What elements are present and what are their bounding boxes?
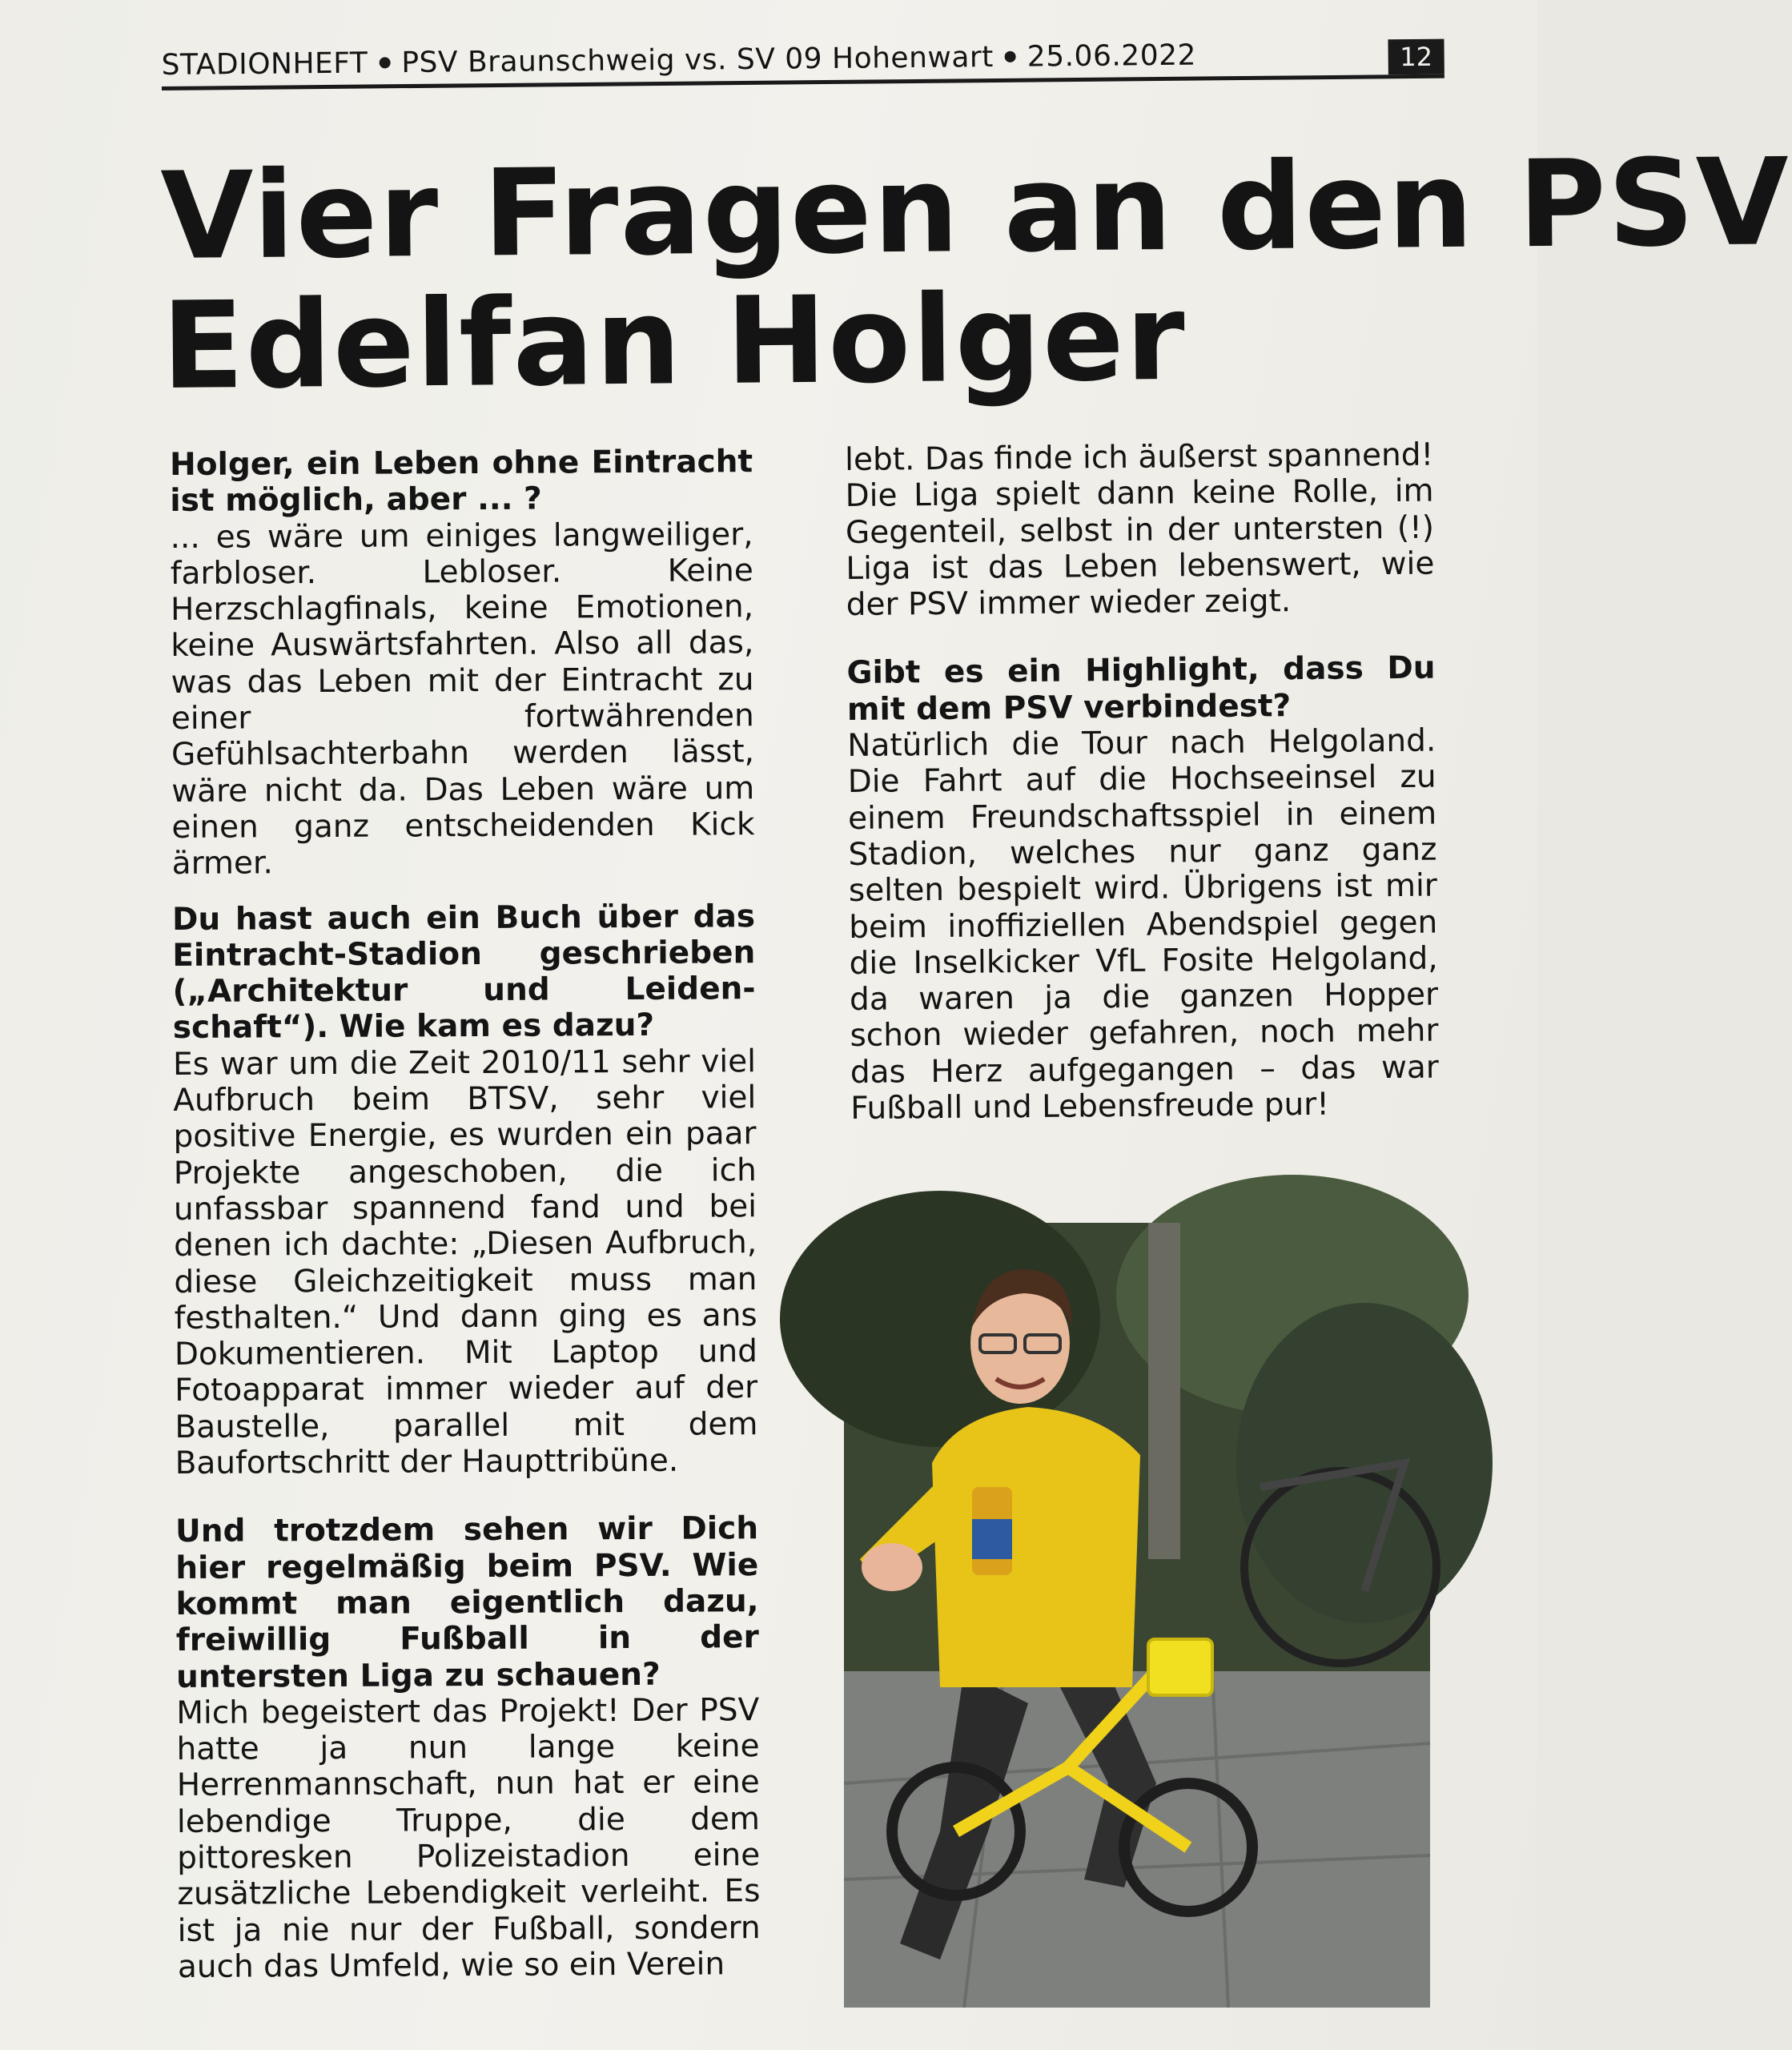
article-headline bbox=[159, 133, 1791, 416]
header-line bbox=[162, 39, 1197, 82]
right-column bbox=[845, 437, 1439, 1128]
page-number: 12 bbox=[1388, 39, 1444, 75]
question-4: Gibt es ein Highlight, dass Du mit dem PSV verbindest? bbox=[846, 650, 1436, 728]
answer-2: Es war um die Zeit 2010/11 sehr viel Aufbruch beim BTSV, sehr viel positive Energie, es wurden ein paar Projekte angeschoben, die ich unfassbar spannend fand und bei denen ich dachte: „Diesen Aufbruch, diese Gleichzeitigkeit muss man festhalten.“ Und dann ging es ans Dokumentieren. Mit Laptop und Fotoapparat immer wieder auf der Baustelle, parallel mit dem Baufortschritt der Haupttribüne. bbox=[172, 1043, 758, 1481]
page-header bbox=[161, 25, 1444, 90]
headline-line-2: Edelfan Holger bbox=[161, 267, 1187, 416]
question-2: Du hast auch ein Buch über das Eintracht-Stadion geschrieben („Architektur und Leiden-schaft“). Wie kam es dazu? bbox=[171, 898, 756, 1047]
headline-line-1: Vier Fragen an den PSV bbox=[159, 133, 1791, 287]
answer-1: ... es wäre um einiges langweiliger, farbloser. Lebloser. Keine Herzschlagfinals, keine Emotionen, keine Auswärtsfahrten. Also all das, was das Leben mit der Eintracht zu einer fortwährenden Gefühlsachterbahn werden lässt, wäre nicht da. Das Leben wäre um einen ganz entscheidenden Kick ärmer. bbox=[170, 516, 755, 882]
match-date: 25.06.2022 bbox=[1027, 38, 1197, 74]
bullet-separator bbox=[1005, 51, 1016, 62]
left-column bbox=[170, 444, 761, 1985]
magazine-name: STADIONHEFT bbox=[161, 46, 368, 82]
bike-basket-shape bbox=[1148, 1639, 1212, 1695]
answer-3-part-2: lebt. Das finde ich äußerst spannend! Die Liga spielt dann keine Rolle, im Gegenteil, selbst in der untersten (!) Liga ist das Leben lebenswert, wie der PSV immer wieder zeigt. bbox=[845, 436, 1435, 624]
answer-4: Natürlich die Tour nach Helgoland. Die Fahrt auf die Hochseeinsel zu einem Freundschaftsspiel in einem Stadion, welches nur ganz ganz selten bespielt wird. Übrigens ist mir beim inoffiziellen Abendspiel gegen die Inselkicker VfL Fosite Helgoland, da waren ja die ganzen Hopper schon wieder gefahren, noch mehr das Herz aufgegangen – das war Fußball und Lebensfreude pur! bbox=[847, 722, 1440, 1128]
photo-illustration bbox=[844, 1223, 1430, 2008]
match-title: PSV Braunschweig vs. SV 09 Hohenwart bbox=[401, 41, 994, 80]
holger-photo bbox=[844, 1223, 1430, 2008]
answer-3-part-1: Mich begeistert das Projekt! Der PSV hatte ja nun lange keine Herrenmannschaft, nun hat er eine lebendige Truppe, die dem pittoresken Polizeistadion eine zusätzliche Lebendigkeit verleiht. Es ist ja nie nur der Fußball, sondern auch das Umfeld, wie so ein Verein bbox=[176, 1691, 761, 1985]
question-1: Holger, ein Leben ohne Eintracht ist möglich, aber ... ? bbox=[170, 444, 753, 520]
question-3: Und trotzdem sehen wir Dich hier regelmäßig beim PSV. Wie kommt man eigentlich dazu, freiwillig Fußball in der untersten Liga zu schauen? bbox=[175, 1510, 759, 1695]
bullet-separator bbox=[379, 57, 390, 68]
